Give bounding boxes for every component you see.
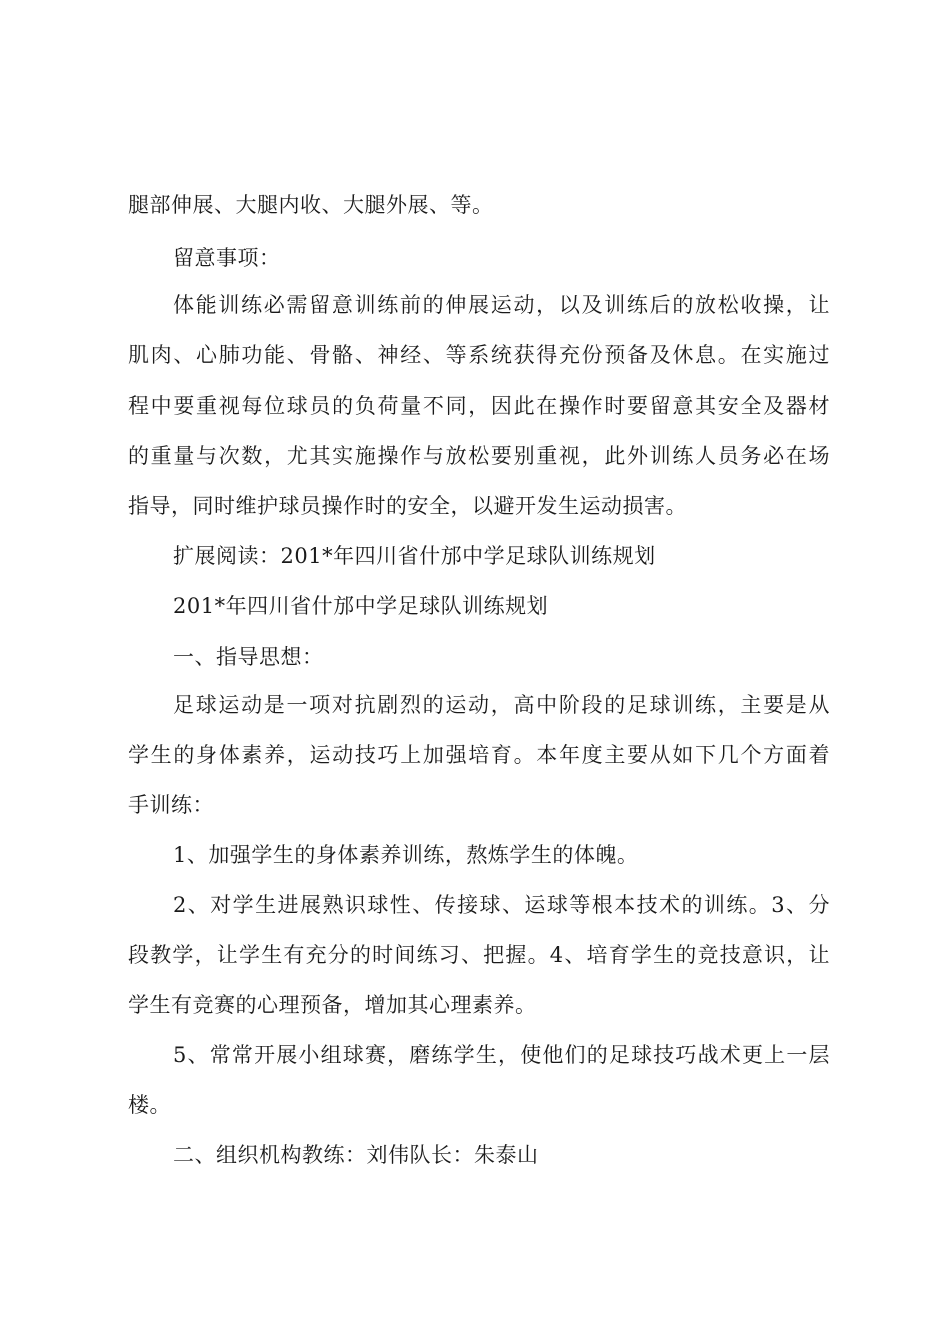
text-line-16: 段教学，让学生有充分的时间练习、把握。4、培育学生的竞技意识，让 [128,943,830,967]
text-line-2: 留意事项： [173,246,281,270]
text-line-18: 5、常常开展小组球赛，磨练学生，使他们的足球技巧战术更上一层 [173,1043,830,1067]
text-line-9: 201*年四川省什邡中学足球队训练规划 [173,594,549,618]
text-line-13: 手训练： [128,793,214,817]
text-line-1: 腿部伸展、大腿内收、大腿外展、等。 [128,193,494,217]
text-line-4: 肌肉、心肺功能、骨骼、神经、等系统获得充份预备及休息。在实施过 [128,343,830,367]
text-line-7: 指导，同时维护球员操作时的安全，以避开发生运动损害。 [128,494,687,518]
text-line-8: 扩展阅读：201*年四川省什邡中学足球队训练规划 [173,544,656,568]
text-line-11: 足球运动是一项对抗剧烈的运动，高中阶段的足球训练，主要是从 [173,693,830,717]
text-line-19: 楼。 [128,1093,171,1117]
text-line-10: 一、指导思想： [173,645,324,669]
text-line-17: 学生有竞赛的心理预备，增加其心理素养。 [128,993,537,1017]
text-line-12: 学生的身体素养，运动技巧上加强培育。本年度主要从如下几个方面着 [128,743,830,767]
text-line-6: 的重量与次数，尤其实施操作与放松要别重视，此外训练人员务必在场 [128,444,830,468]
text-line-20: 二、组织机构教练：刘伟队长：朱泰山 [173,1143,539,1167]
text-line-15: 2、对学生进展熟识球性、传接球、运球等根本技术的训练。3、分 [173,893,830,917]
text-line-5: 程中要重视每位球员的负荷量不同，因此在操作时要留意其安全及器材 [128,394,830,418]
text-line-3: 体能训练必需留意训练前的伸展运动，以及训练后的放松收操，让 [173,293,830,317]
text-line-14: 1、加强学生的身体素养训练，熬炼学生的体魄。 [173,843,639,867]
